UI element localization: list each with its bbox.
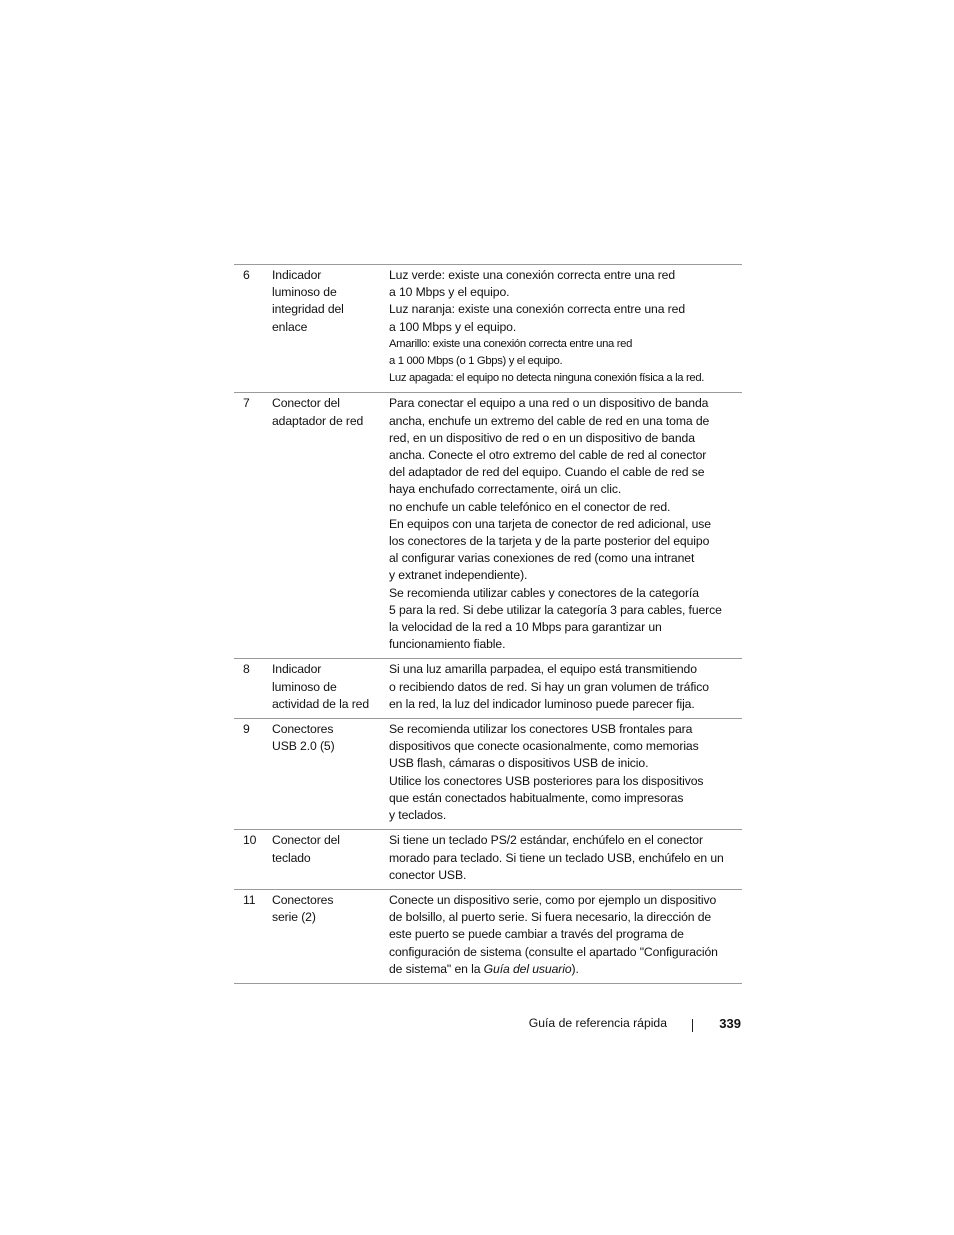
desc-line: y teclados. — [389, 808, 447, 823]
name-line: Conectores — [272, 722, 334, 737]
desc-line: funcionamiento fiable. — [389, 637, 506, 652]
desc-line: dispositivos que conecte ocasionalmente, como memorias — [389, 739, 699, 754]
desc-line: Conecte un dispositivo serie, como por ejemplo un dispositivo — [389, 892, 717, 907]
desc-line: Luz verde: existe una conexión correcta entre una red — [389, 268, 676, 282]
desc-line: Amarillo: existe una conexión correcta entre una red — [389, 337, 633, 350]
name-line: USB 2.0 (5) — [272, 739, 335, 754]
desc-line: a 10 Mbps y el equipo. — [389, 285, 510, 300]
table-row — [234, 830, 742, 890]
desc-line: red, en un dispositivo de red o en un dispositivo de banda — [389, 430, 695, 445]
desc-line: En equipos con una tarjeta de conector de red adicional, use — [389, 516, 711, 531]
page-footer — [0, 1016, 954, 1036]
desc-line: haya enchufado correctamente, oirá un clic. — [389, 482, 622, 497]
desc-line: a 100 Mbps y el equipo. — [389, 319, 517, 334]
table-row — [234, 889, 742, 983]
component-description — [389, 393, 742, 659]
table-row — [234, 659, 742, 719]
name-line: integridad del — [272, 302, 344, 317]
component-name — [272, 830, 389, 890]
row-number: 11 — [243, 892, 256, 907]
name-line: Conectores — [272, 892, 334, 907]
user-guide-title: Guía del usuario — [483, 961, 572, 976]
page-number: 339 — [719, 1016, 741, 1031]
name-line: adaptador de red — [272, 413, 364, 428]
desc-text: ). — [571, 961, 579, 976]
desc-line: la velocidad de la red a 10 Mbps para garantizar un — [389, 620, 662, 635]
desc-line: a 1 000 Mbps (o 1 Gbps) y el equipo. — [389, 355, 563, 368]
component-name — [272, 889, 389, 983]
desc-line: o recibiendo datos de red. Si hay un gran volumen de tráfico — [389, 679, 709, 694]
name-line: enlace — [272, 319, 308, 334]
desc-line: Si tiene un teclado PS/2 estándar, enchúfelo en el conector — [389, 833, 703, 848]
component-name — [272, 719, 389, 830]
name-line: luminoso de — [272, 285, 337, 300]
desc-line: configuración de sistema (consulte el apartado "Configuración — [389, 944, 718, 959]
row-number: 8 — [243, 662, 250, 677]
name-line: serie (2) — [272, 910, 316, 925]
component-description — [389, 719, 742, 830]
name-line: luminoso de — [272, 679, 337, 694]
component-name — [272, 393, 389, 659]
table-row — [234, 719, 742, 830]
desc-line: al configurar varias conexiones de red (como una intranet — [389, 551, 695, 566]
name-line: Indicador — [272, 662, 322, 677]
name-line: Conector del — [272, 396, 340, 411]
desc-text: de sistema" en la — [389, 961, 484, 976]
row-number: 6 — [243, 268, 250, 282]
connector-spec-table — [234, 264, 742, 984]
desc-line: del adaptador de red del equipo. Cuando el cable de red se — [389, 465, 705, 480]
name-line: actividad de la red — [272, 696, 370, 711]
desc-line: Utilice los conectores USB posteriores para los dispositivos — [389, 773, 704, 788]
desc-line: en la red, la luz del indicador luminoso puede parecer fija. — [389, 696, 695, 711]
table-row — [234, 265, 742, 393]
desc-line: Luz naranja: existe una conexión correcta entre una red — [389, 302, 685, 317]
desc-line: ancha, enchufe un extremo del cable de red en una toma de — [389, 413, 710, 428]
row-number: 10 — [243, 833, 257, 848]
component-description — [389, 265, 742, 393]
desc-line-last — [389, 961, 742, 978]
table-row — [234, 393, 742, 659]
desc-line: Se recomienda utilizar los conectores USB frontales para — [389, 722, 693, 737]
spec-table-body — [234, 265, 742, 984]
desc-line: los conectores de la tarjeta y de la parte posterior del equipo — [389, 534, 710, 549]
desc-line: no enchufe un cable telefónico en el conector de red. — [389, 499, 671, 514]
desc-line: y extranet independiente). — [389, 568, 528, 583]
row-number: 7 — [243, 396, 250, 411]
desc-line: este puerto se puede cambiar a través del programa de — [389, 927, 684, 942]
desc-line: Si una luz amarilla parpadea, el equipo está transmitiendo — [389, 662, 697, 677]
component-description — [389, 659, 742, 719]
component-name — [272, 265, 389, 393]
name-line: Indicador — [272, 268, 322, 282]
desc-line: Para conectar el equipo a una red o un dispositivo de banda — [389, 396, 709, 411]
name-line: teclado — [272, 850, 311, 865]
desc-line: que están conectados habitualmente, como impresoras — [389, 790, 684, 805]
desc-line: morado para teclado. Si tiene un teclado USB, enchúfelo en un — [389, 850, 724, 865]
desc-line: de bolsillo, al puerto serie. Si fuera necesario, la dirección de — [389, 910, 712, 925]
desc-line: USB flash, cámaras o dispositivos USB de inicio. — [389, 756, 649, 771]
name-line: Conector del — [272, 833, 340, 848]
component-name — [272, 659, 389, 719]
footer-divider — [692, 1019, 693, 1032]
footer-title: Guía de referencia rápida — [528, 1016, 667, 1030]
component-description — [389, 830, 742, 890]
desc-line: Luz apagada: el equipo no detecta ninguna conexión física a la red. — [389, 372, 705, 385]
row-number: 9 — [243, 722, 250, 737]
component-description — [389, 889, 742, 983]
desc-line: ancha. Conecte el otro extremo del cable de red al conector — [389, 448, 707, 463]
desc-line: Se recomienda utilizar cables y conectores de la categoría — [389, 585, 699, 600]
desc-line: 5 para la red. Si debe utilizar la categoría 3 para cables, fuerce — [389, 602, 722, 617]
desc-line: conector USB. — [389, 867, 467, 882]
